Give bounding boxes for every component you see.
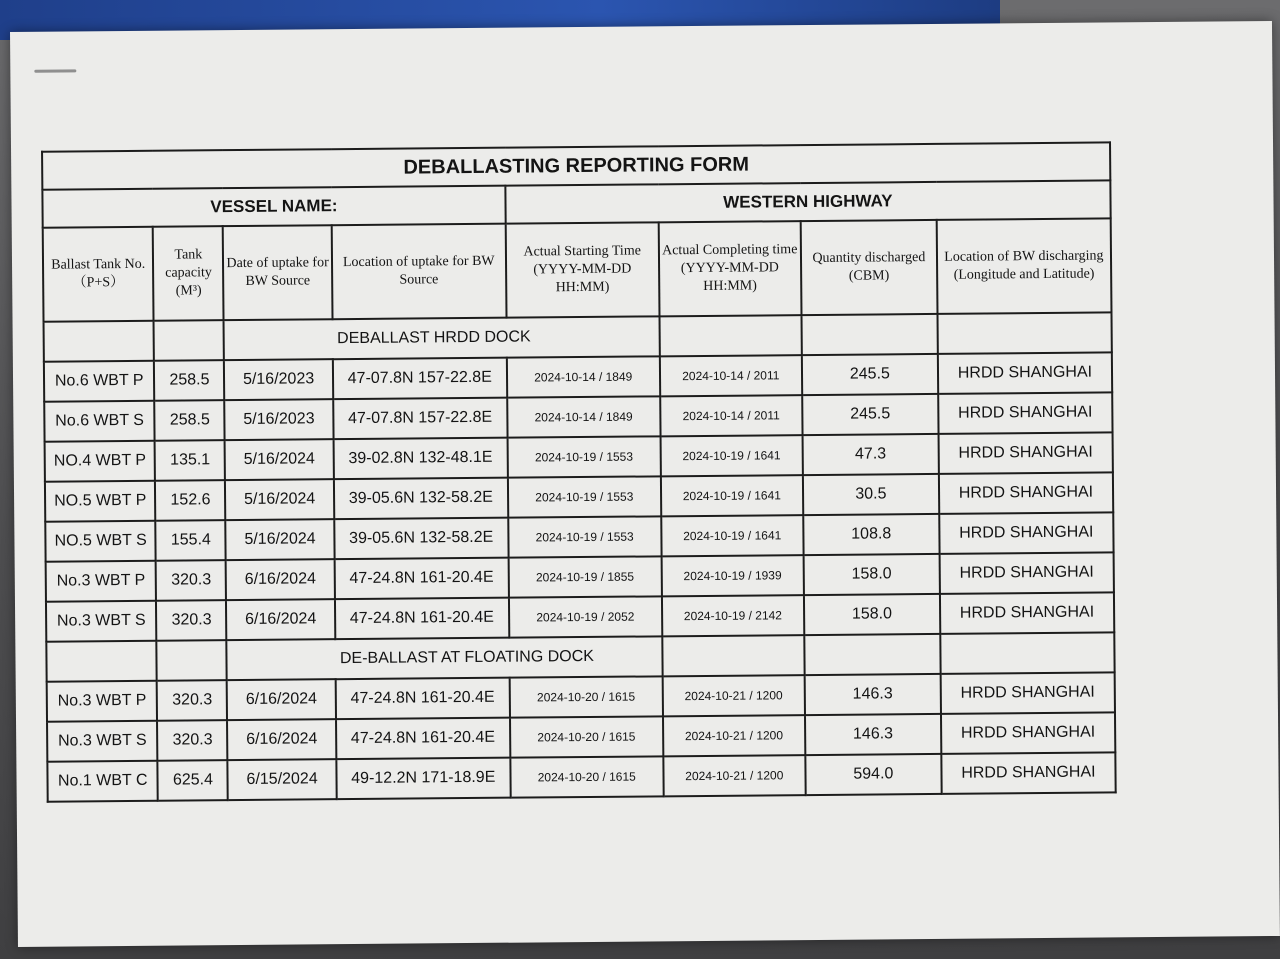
cell-quantity: 158.0 [804, 594, 940, 635]
header-tank-no: Ballast Tank No. （P+S） [43, 227, 154, 322]
section-blank-cell [46, 641, 157, 682]
cell-location-uptake: 47-24.8N 161-20.4E [335, 678, 509, 720]
cell-date-uptake: 6/16/2024 [226, 599, 335, 640]
cell-location-uptake: 47-24.8N 161-20.4E [336, 718, 510, 760]
cell-date-uptake: 5/16/2023 [224, 359, 333, 400]
cell-quantity: 146.3 [805, 674, 941, 715]
cell-date-uptake: 5/16/2024 [226, 519, 335, 560]
cell-end-time: 2024-10-14 / 2011 [660, 355, 803, 396]
cell-location-discharge: HRDD SHANGHAI [939, 472, 1114, 514]
cell-end-time: 2024-10-21 / 1200 [662, 675, 805, 716]
cell-start-time: 2024-10-14 / 1849 [507, 356, 660, 397]
cell-date-uptake: 5/16/2024 [225, 479, 334, 520]
section-blank-cell [937, 312, 1112, 354]
vessel-name-value: WESTERN HIGHWAY [505, 180, 1110, 223]
form-title: DEBALLASTING REPORTING FORM [42, 142, 1110, 189]
cell-tank-no: No.6 WBT P [44, 361, 155, 402]
cell-quantity: 245.5 [802, 394, 938, 435]
header-end-time: Actual Completing time (YYYY-MM-DD HH:MM) [658, 221, 801, 316]
header-quantity: Quantity discharged (CBM) [801, 220, 938, 315]
vessel-name-label: VESSEL NAME: [42, 186, 505, 228]
cell-location-discharge: HRDD SHANGHAI [940, 592, 1115, 634]
cell-quantity: 47.3 [802, 434, 938, 475]
section-blank-cell [659, 315, 802, 356]
section-label: DE-BALLAST AT FLOATING DOCK [227, 636, 663, 680]
cell-location-discharge: HRDD SHANGHAI [938, 352, 1113, 394]
cell-end-time: 2024-10-19 / 2142 [662, 595, 805, 636]
cell-start-time: 2024-10-14 / 1849 [507, 396, 660, 437]
cell-location-uptake: 49-12.2N 171-18.9E [336, 758, 510, 800]
cell-start-time: 2024-10-19 / 1553 [508, 516, 661, 557]
deballasting-form [41, 141, 1117, 802]
section-blank-cell [804, 634, 940, 675]
section-blank-cell [157, 640, 227, 681]
cell-start-time: 2024-10-19 / 1855 [508, 556, 661, 597]
cell-location-uptake: 47-07.8N 157-22.8E [333, 358, 507, 400]
cell-end-time: 2024-10-19 / 1641 [660, 435, 803, 476]
section-blank-cell [44, 321, 155, 362]
cell-capacity: 320.3 [157, 680, 227, 721]
header-start-time: Actual Starting Time (YYYY-MM-DD HH:MM) [506, 222, 660, 317]
cell-capacity: 258.5 [155, 400, 225, 441]
cell-tank-no: NO.5 WBT S [45, 521, 156, 562]
cell-capacity: 320.3 [156, 560, 226, 601]
cell-quantity: 108.8 [803, 514, 939, 555]
cell-capacity: 625.4 [158, 760, 228, 801]
section-blank-cell [801, 314, 937, 355]
cell-location-discharge: HRDD SHANGHAI [941, 752, 1116, 794]
cell-capacity: 152.6 [155, 480, 225, 521]
header-date-uptake: Date of uptake for BW Source [223, 225, 332, 320]
section-blank-cell [662, 635, 805, 676]
cell-location-uptake: 47-24.8N 161-20.4E [335, 598, 509, 640]
cell-location-uptake: 39-05.6N 132-58.2E [334, 478, 508, 520]
cell-location-discharge: HRDD SHANGHAI [939, 552, 1114, 594]
cell-tank-no: No.3 WBT P [47, 681, 158, 722]
cell-quantity: 594.0 [805, 754, 941, 795]
cell-date-uptake: 6/16/2024 [227, 679, 336, 720]
cell-date-uptake: 5/16/2024 [225, 439, 334, 480]
cell-start-time: 2024-10-19 / 2052 [509, 596, 662, 637]
cell-end-time: 2024-10-19 / 1641 [661, 515, 804, 556]
cell-date-uptake: 6/15/2024 [228, 759, 337, 800]
cell-capacity: 135.1 [155, 440, 225, 481]
cell-end-time: 2024-10-14 / 2011 [660, 395, 803, 436]
cell-tank-no: No.6 WBT S [44, 401, 155, 442]
cell-start-time: 2024-10-19 / 1553 [508, 476, 661, 517]
cell-end-time: 2024-10-21 / 1200 [663, 755, 806, 796]
section-label: DEBALLAST HRDD DOCK [224, 316, 660, 360]
cell-start-time: 2024-10-19 / 1553 [507, 436, 660, 477]
cell-capacity: 155.4 [156, 520, 226, 561]
header-capacity: Tank capacity (M³) [153, 226, 224, 321]
cell-capacity: 320.3 [156, 600, 226, 641]
cell-start-time: 2024-10-20 / 1615 [510, 756, 663, 797]
cell-location-uptake: 39-05.6N 132-58.2E [334, 518, 508, 560]
cell-location-uptake: 47-24.8N 161-20.4E [334, 558, 508, 600]
cell-location-discharge: HRDD SHANGHAI [938, 392, 1113, 434]
cell-end-time: 2024-10-21 / 1200 [663, 715, 806, 756]
cell-end-time: 2024-10-19 / 1939 [661, 555, 804, 596]
table-row [47, 752, 1115, 801]
cell-tank-no: No.3 WBT S [47, 721, 158, 762]
header-location-uptake: Location of uptake for BW Source [331, 224, 506, 320]
cell-date-uptake: 6/16/2024 [226, 559, 335, 600]
cell-capacity: 258.5 [154, 360, 224, 401]
cell-location-discharge: HRDD SHANGHAI [941, 712, 1116, 754]
cell-location-discharge: HRDD SHANGHAI [939, 512, 1114, 554]
header-location-discharge: Location of BW discharging (Longitude and Latitude) [936, 218, 1111, 314]
section-blank-cell [940, 632, 1115, 674]
cell-quantity: 158.0 [804, 554, 940, 595]
section-blank-cell [154, 320, 224, 361]
cell-tank-no: NO.4 WBT P [45, 441, 156, 482]
cell-start-time: 2024-10-20 / 1615 [509, 676, 662, 717]
cell-location-uptake: 39-02.8N 132-48.1E [333, 438, 507, 480]
cell-location-uptake: 47-07.8N 157-22.8E [333, 398, 507, 440]
cell-location-discharge: HRDD SHANGHAI [938, 432, 1113, 474]
cell-location-discharge: HRDD SHANGHAI [940, 672, 1115, 714]
cell-start-time: 2024-10-20 / 1615 [510, 716, 663, 757]
cell-capacity: 320.3 [157, 720, 227, 761]
cell-date-uptake: 6/16/2024 [227, 719, 336, 760]
cell-quantity: 245.5 [802, 354, 938, 395]
cell-tank-no: No.1 WBT C [47, 761, 158, 802]
cell-tank-no: No.3 WBT P [46, 561, 157, 602]
staple [34, 69, 76, 72]
cell-tank-no: NO.5 WBT P [45, 481, 156, 522]
cell-quantity: 30.5 [803, 474, 939, 515]
cell-tank-no: No.3 WBT S [46, 601, 157, 642]
cell-end-time: 2024-10-19 / 1641 [661, 475, 804, 516]
cell-quantity: 146.3 [805, 714, 941, 755]
cell-date-uptake: 5/16/2023 [225, 399, 334, 440]
paper-sheet [10, 21, 1280, 947]
